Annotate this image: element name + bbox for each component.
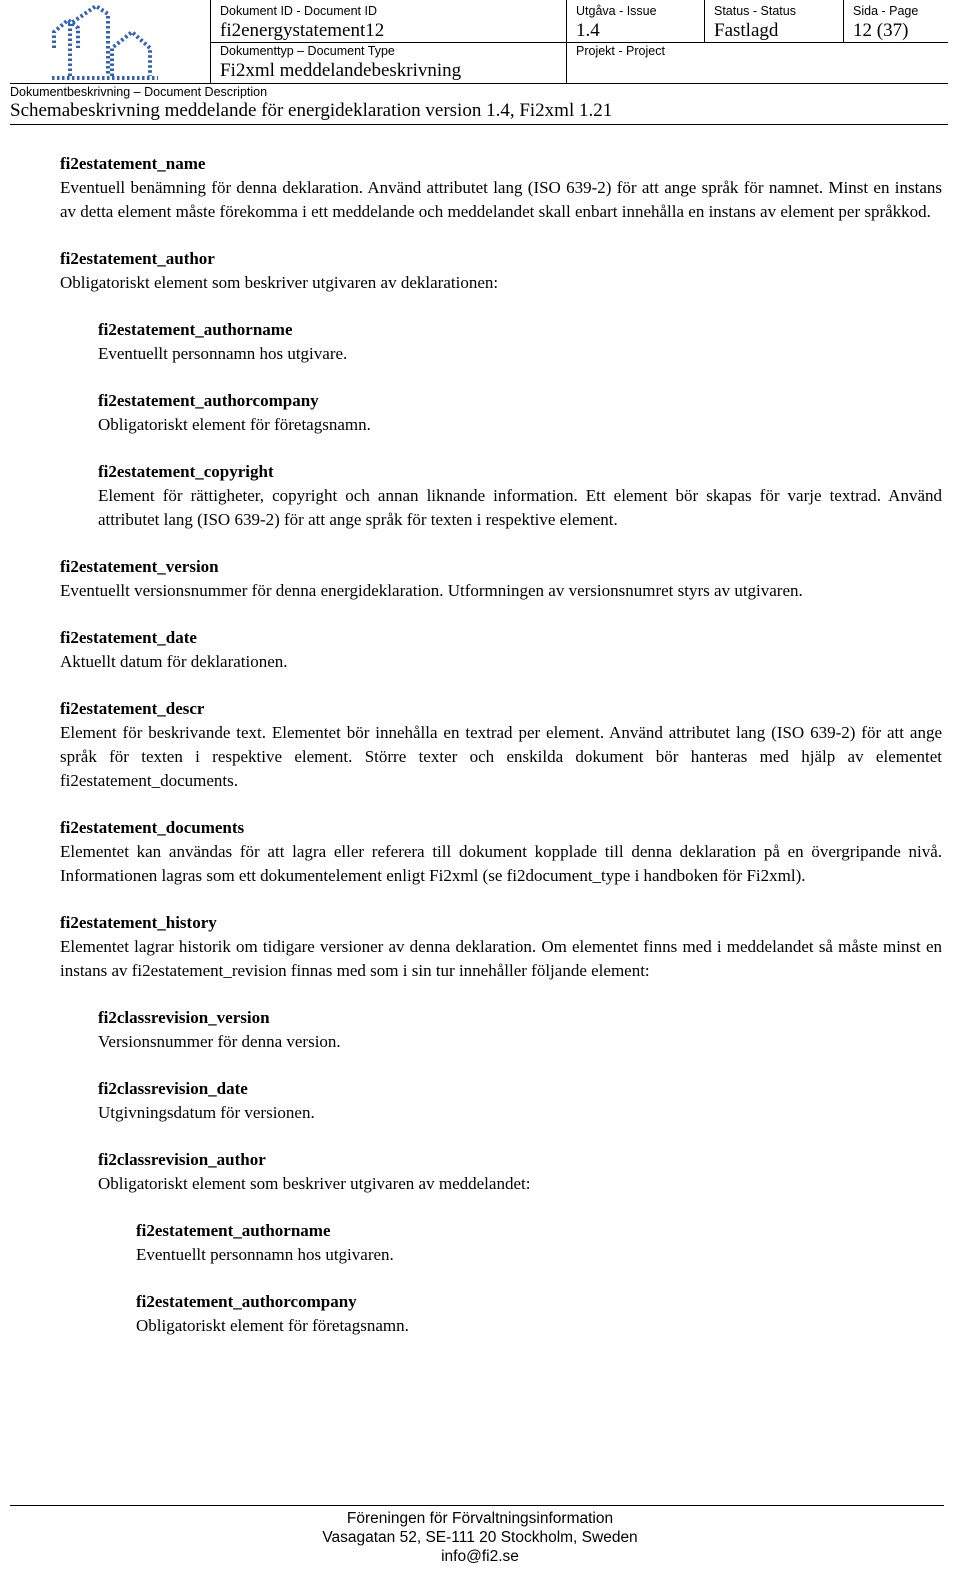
element-term: fi2estatement_authorname [98,320,293,339]
doc-id-label: Dokument ID - Document ID [220,4,377,18]
element-term: fi2estatement_authorcompany [98,391,319,410]
definition-entry [98,1006,942,1054]
header-divider [10,83,948,84]
header-vertical-rule [843,0,844,42]
document-footer [0,1509,960,1566]
definition-entry [136,1290,942,1338]
page-label: Sida - Page [853,4,919,18]
element-description: Obligatoriskt element för företagsnamn. [136,1316,409,1335]
element-term: fi2estatement_documents [60,818,245,837]
element-description: Aktuellt datum för deklarationen. [60,652,288,671]
description-label: Dokumentbeskrivning – Document Description [10,85,268,99]
fi2-houses-logo [50,2,180,84]
element-term: fi2estatement_authorname [136,1221,331,1240]
element-description: Element för rättigheter, copyright och annan liknande information. Ett element bör skapas för varje textrad. Använd attributet lang (ISO 639-2) för att ange språk för texten i respektive element. [98,486,942,529]
definition-entry [98,1077,942,1125]
status-value: Fastlagd [714,20,779,41]
project-label: Projekt - Project [576,44,665,58]
element-description: Elementet kan användas för att lagra eller referera till dokument kopplade till denna deklaration på en övergripande nivå. Informationen lagras som ett dokumentelement enligt Fi2xml (se fi2document_type i handboken för Fi2xml). [60,842,942,885]
element-term: fi2estatement_copyright [98,462,274,481]
document-header [10,0,958,126]
element-term: fi2estatement_date [60,628,197,647]
definition-entry [60,626,942,674]
element-term: fi2estatement_version [60,557,219,576]
element-term: fi2classrevision_date [98,1079,248,1098]
element-description: Eventuellt personnamn hos utgivare. [98,344,348,363]
definition-entry [60,152,942,224]
element-description: Eventuell benämning för denna deklaration. Använd attributet lang (ISO 639-2) för att ange språk för namnet. Minst en instans av detta element måste förekomma i ett meddelande och meddelandet skall enbart innehålla en instans av element per språkkod. [60,178,942,221]
page-value: 12 (37) [853,20,909,41]
definition-entry [60,247,942,295]
issue-value: 1.4 [576,20,600,41]
element-term: fi2estatement_descr [60,699,205,718]
definition-entry [98,1148,942,1196]
element-description: Obligatoriskt element som beskriver utgivaren av meddelandet: [98,1174,531,1193]
doc-id-value: fi2energystatement12 [220,20,385,41]
header-bottom-rule [10,124,948,125]
footer-address: Vasagatan 52, SE-111 20 Stockholm, Sweden [322,1529,638,1546]
footer-email: info@fi2.se [441,1548,519,1565]
element-term: fi2classrevision_author [98,1150,266,1169]
element-description: Versionsnummer för denna version. [98,1032,341,1051]
element-term: fi2estatement_history [60,913,217,932]
doc-type-label: Dokumenttyp – Document Type [220,44,395,58]
element-term: fi2estatement_author [60,249,215,268]
issue-label: Utgåva - Issue [576,4,657,18]
element-description: Eventuellt personnamn hos utgivaren. [136,1245,394,1264]
definition-entry [98,389,942,437]
header-vertical-rule [704,0,705,42]
definition-entry [60,816,942,888]
footer-organization: Föreningen för Förvaltningsinformation [346,1510,614,1527]
document-body [60,152,942,1361]
element-description: Obligatoriskt element för företagsnamn. [98,415,371,434]
element-description: Obligatoriskt element som beskriver utgivaren av deklarationen: [60,273,499,292]
definition-entry [60,911,942,983]
definition-entry [98,318,942,366]
element-term: fi2classrevision_version [98,1008,270,1027]
element-description: Elementet lagrar historik om tidigare versioner av denna deklaration. Om elementet finns med i meddelandet så måste minst en instans av fi2estatement_revision finnas med som i sin tur innehåller följande element: [60,937,942,980]
definition-entry [136,1219,942,1267]
definition-entry [98,460,942,532]
definition-entry [60,555,942,603]
footer-rule [10,1505,944,1506]
element-term: fi2estatement_authorcompany [136,1292,357,1311]
element-description: Utgivningsdatum för versionen. [98,1103,315,1122]
status-label: Status - Status [714,4,796,18]
element-description: Element för beskrivande text. Elementet bör innehålla en textrad per element. Använd attributet lang (ISO 639-2) för att ange språk för texten i respektive element. Större texter och enskilda dokument bör hanteras med hjälp av elementet fi2estatement_documents. [60,723,942,790]
element-term: fi2estatement_name [60,154,206,173]
doc-type-value: Fi2xml meddelandebeskrivning [220,60,462,81]
element-description: Eventuellt versionsnummer för denna energideklaration. Utformningen av versionsnumret styrs av utgivaren. [60,581,803,600]
definition-entry [60,697,942,793]
header-row-rule [210,42,948,43]
description-value: Schemabeskrivning meddelande för energideklaration version 1.4, Fi2xml 1.21 [10,100,613,121]
